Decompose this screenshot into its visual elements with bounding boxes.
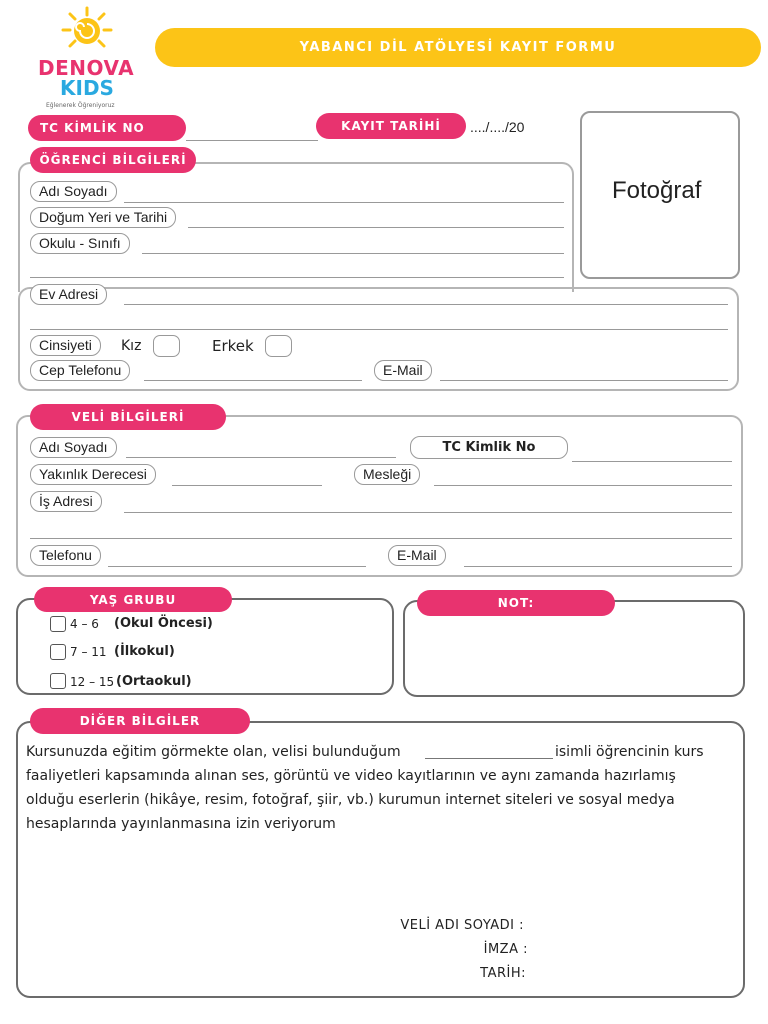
consent-line-1a: Kursunuzda eğitim görmekte olan, velisi bulunduğum [26, 744, 401, 760]
parent-section-title: VELİ BİLGİLERİ [30, 404, 226, 430]
parent-relation-line[interactable] [172, 485, 322, 486]
note-title: NOT: [417, 590, 615, 616]
student-email-line[interactable] [440, 380, 728, 381]
consent-line-1b: isimli öğrencinin kurs [555, 744, 704, 760]
parent-work-address-line-2[interactable] [30, 538, 732, 539]
logo [30, 6, 140, 114]
gender-female-checkbox[interactable] [153, 335, 180, 357]
consent-line-4: hesaplarında yayınlanmasına izin veriyorum [26, 816, 336, 832]
age-7-11-range: 7 – 11 [70, 645, 107, 659]
signature-label: İMZA : [483, 942, 528, 957]
logo-tagline: Eğlenerek Öğreniyoruz [46, 102, 115, 109]
parent-tc-label: TC Kimlik No [410, 436, 568, 459]
parent-tc-line[interactable] [572, 461, 732, 462]
age-7-11-checkbox[interactable] [50, 644, 66, 660]
date-label: TARİH: [480, 966, 526, 981]
age-12-15-range: 12 – 15 [70, 675, 115, 689]
parent-work-address-label: İş Adresi [30, 491, 102, 512]
gender-male-checkbox[interactable] [265, 335, 292, 357]
photo-box[interactable] [580, 111, 740, 279]
consent-line-2: faaliyetleri kapsamında alınan ses, görüntü ve video kayıtlarının ve aynı zamanda hazırlamış [26, 768, 676, 784]
parent-job-label: Mesleği [354, 464, 420, 485]
parent-work-address-line[interactable] [124, 512, 732, 513]
gender-male-label: Erkek [212, 337, 254, 355]
parent-phone-label: Telefonu [30, 545, 101, 566]
logo-brand-line1: DENOVA [38, 56, 135, 80]
parent-name-line[interactable] [126, 457, 396, 458]
student-phone-line[interactable] [144, 380, 362, 381]
student-birth-label: Doğum Yeri ve Tarihi [30, 207, 176, 228]
parent-email-label: E-Mail [388, 545, 446, 566]
registration-date-label: KAYIT TARİHİ [316, 113, 466, 139]
student-address-line[interactable] [124, 304, 728, 305]
consent-line-3: olduğu eserlerin (hikâye, resim, fotoğraf, şiir, vb.) kurumun internet siteleri ve sosyal medya [26, 792, 675, 808]
student-address-label: Ev Adresi [30, 284, 107, 305]
student-school-line-2[interactable] [30, 277, 564, 278]
student-name-line[interactable] [124, 202, 564, 203]
tc-number-line[interactable] [186, 140, 318, 141]
student-email-label: E-Mail [374, 360, 432, 381]
student-section-title: ÖĞRENCİ BİLGİLERİ [30, 147, 196, 173]
student-phone-label: Cep Telefonu [30, 360, 130, 381]
other-info-title: DİĞER BİLGİLER [30, 708, 250, 734]
parent-phone-line[interactable] [108, 566, 366, 567]
age-12-15-desc: (Ortaokul) [116, 674, 192, 689]
student-gender-label: Cinsiyeti [30, 335, 101, 356]
student-address-line-2[interactable] [30, 329, 728, 330]
student-name-blank[interactable] [425, 758, 553, 759]
registration-date-value[interactable]: ..../..../20 [470, 119, 525, 135]
student-birth-line[interactable] [188, 227, 564, 228]
logo-brand-line2: KIDS [60, 76, 114, 100]
student-name-label: Adı Soyadı [30, 181, 117, 202]
age-7-11-desc: (İlkokul) [114, 644, 175, 659]
age-4-6-range: 4 – 6 [70, 617, 99, 631]
gender-female-label: Kız [121, 338, 142, 354]
tc-number-label: TC KİMLİK NO [28, 115, 186, 141]
age-4-6-desc: (Okul Öncesi) [114, 616, 213, 631]
parent-email-line[interactable] [464, 566, 732, 567]
student-school-line[interactable] [142, 253, 564, 254]
sun-icon [60, 6, 114, 56]
parent-job-line[interactable] [434, 485, 732, 486]
photo-label: Fotoğraf [612, 177, 702, 204]
parent-relation-label: Yakınlık Derecesi [30, 464, 156, 485]
age-4-6-checkbox[interactable] [50, 616, 66, 632]
form-title: YABANCI DİL ATÖLYESİ KAYIT FORMU [155, 28, 761, 67]
student-school-label: Okulu - Sınıfı [30, 233, 130, 254]
parent-full-name-label: VELİ ADI SOYADI : [400, 918, 524, 933]
age-group-title: YAŞ GRUBU [34, 587, 232, 612]
age-12-15-checkbox[interactable] [50, 673, 66, 689]
parent-name-label: Adı Soyadı [30, 437, 117, 458]
parent-box [16, 415, 743, 577]
